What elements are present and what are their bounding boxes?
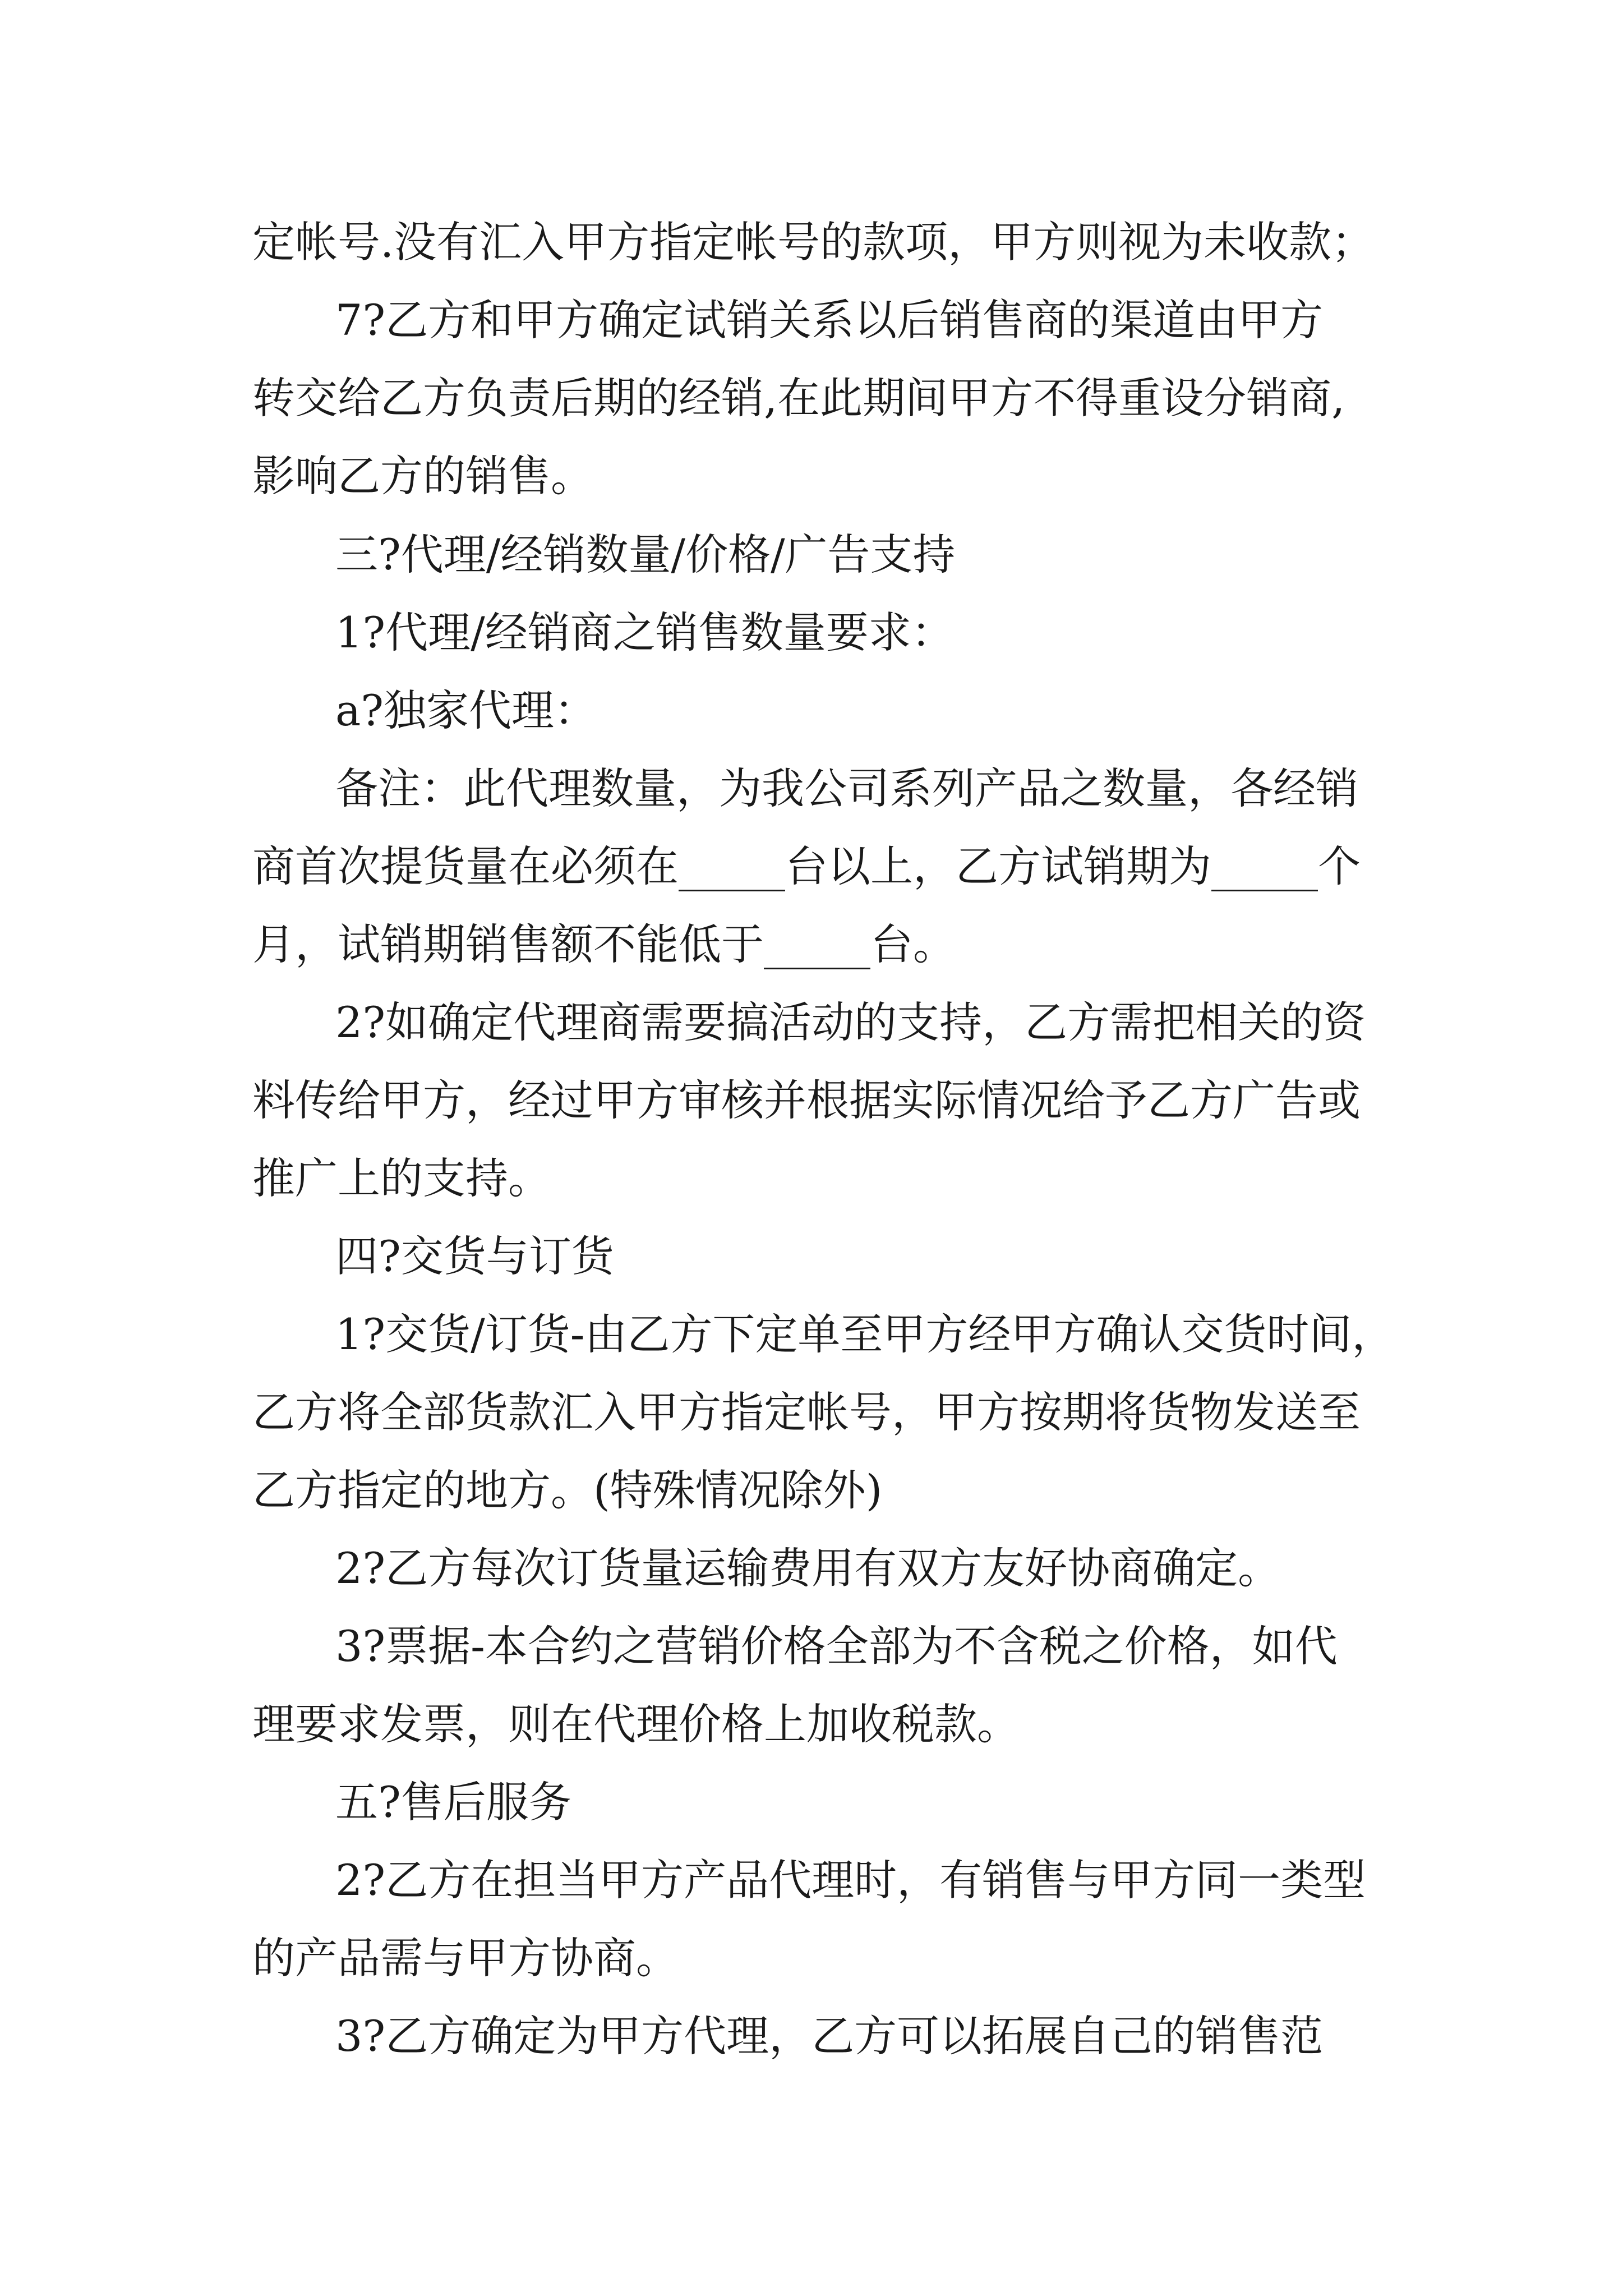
text-line-16: 乙方将全部货款汇入甲方指定帐号，甲方按期将货物发送至 <box>252 1387 1361 1437</box>
text-line-1: 定帐号.没有汇入甲方指定帐号的款项，甲方则视为未收款； <box>252 217 1375 267</box>
text-line-18: 2?乙方每次订货量运输费用有双方友好协商确定。 <box>335 1543 1281 1593</box>
text-line-10: 月，试销期销售额不能低于_____台。 <box>252 919 956 969</box>
text-line-12: 料传给甲方，经过甲方审核并根据实际情况给予乙方广告或 <box>252 1075 1361 1125</box>
text-line-6: 1?代理/经销商之销售数量要求： <box>335 608 954 657</box>
text-line-13: 推广上的支持。 <box>252 1153 551 1203</box>
text-line-7: a?独家代理： <box>335 685 597 735</box>
text-line-3: 转交给乙方负责后期的经销,在此期间甲方不得重设分销商, <box>252 373 1345 423</box>
text-line-15: 1?交货/订货-由乙方下定单至甲方经甲方确认交货时间， <box>335 1309 1395 1359</box>
section-heading-4: 四?交货与订货 <box>335 1231 614 1281</box>
text-line-9: 商首次提货量在必须在_____台以上，乙方试销期为_____个 <box>252 841 1361 891</box>
text-line-19: 3?票据-本合约之营销价格全部为不含税之价格，如代 <box>335 1621 1338 1671</box>
text-line-17: 乙方指定的地方。(特殊情况除外) <box>252 1465 883 1515</box>
text-line-24: 3?乙方确定为甲方代理，乙方可以拓展自己的销售范 <box>335 2011 1324 2061</box>
text-line-2: 7?乙方和甲方确定试销关系以后销售商的渠道由甲方 <box>335 295 1324 345</box>
text-line-23: 的产品需与甲方协商。 <box>252 1933 679 1983</box>
text-line-11: 2?如确定代理商需要搞活动的支持，乙方需把相关的资 <box>335 997 1366 1047</box>
text-line-4: 影响乙方的销售。 <box>252 451 593 501</box>
text-line-8: 备注：此代理数量，为我公司系列产品之数量，各经销 <box>335 763 1358 813</box>
text-line-22: 2?乙方在担当甲方产品代理时，有销售与甲方同一类型 <box>335 1855 1366 1905</box>
text-line-20: 理要求发票，则在代理价格上加收税款。 <box>252 1699 1020 1749</box>
section-heading-5: 五?售后服务 <box>335 1777 571 1827</box>
section-heading-3: 三?代理/经销数量/价格/广告支持 <box>335 530 956 579</box>
